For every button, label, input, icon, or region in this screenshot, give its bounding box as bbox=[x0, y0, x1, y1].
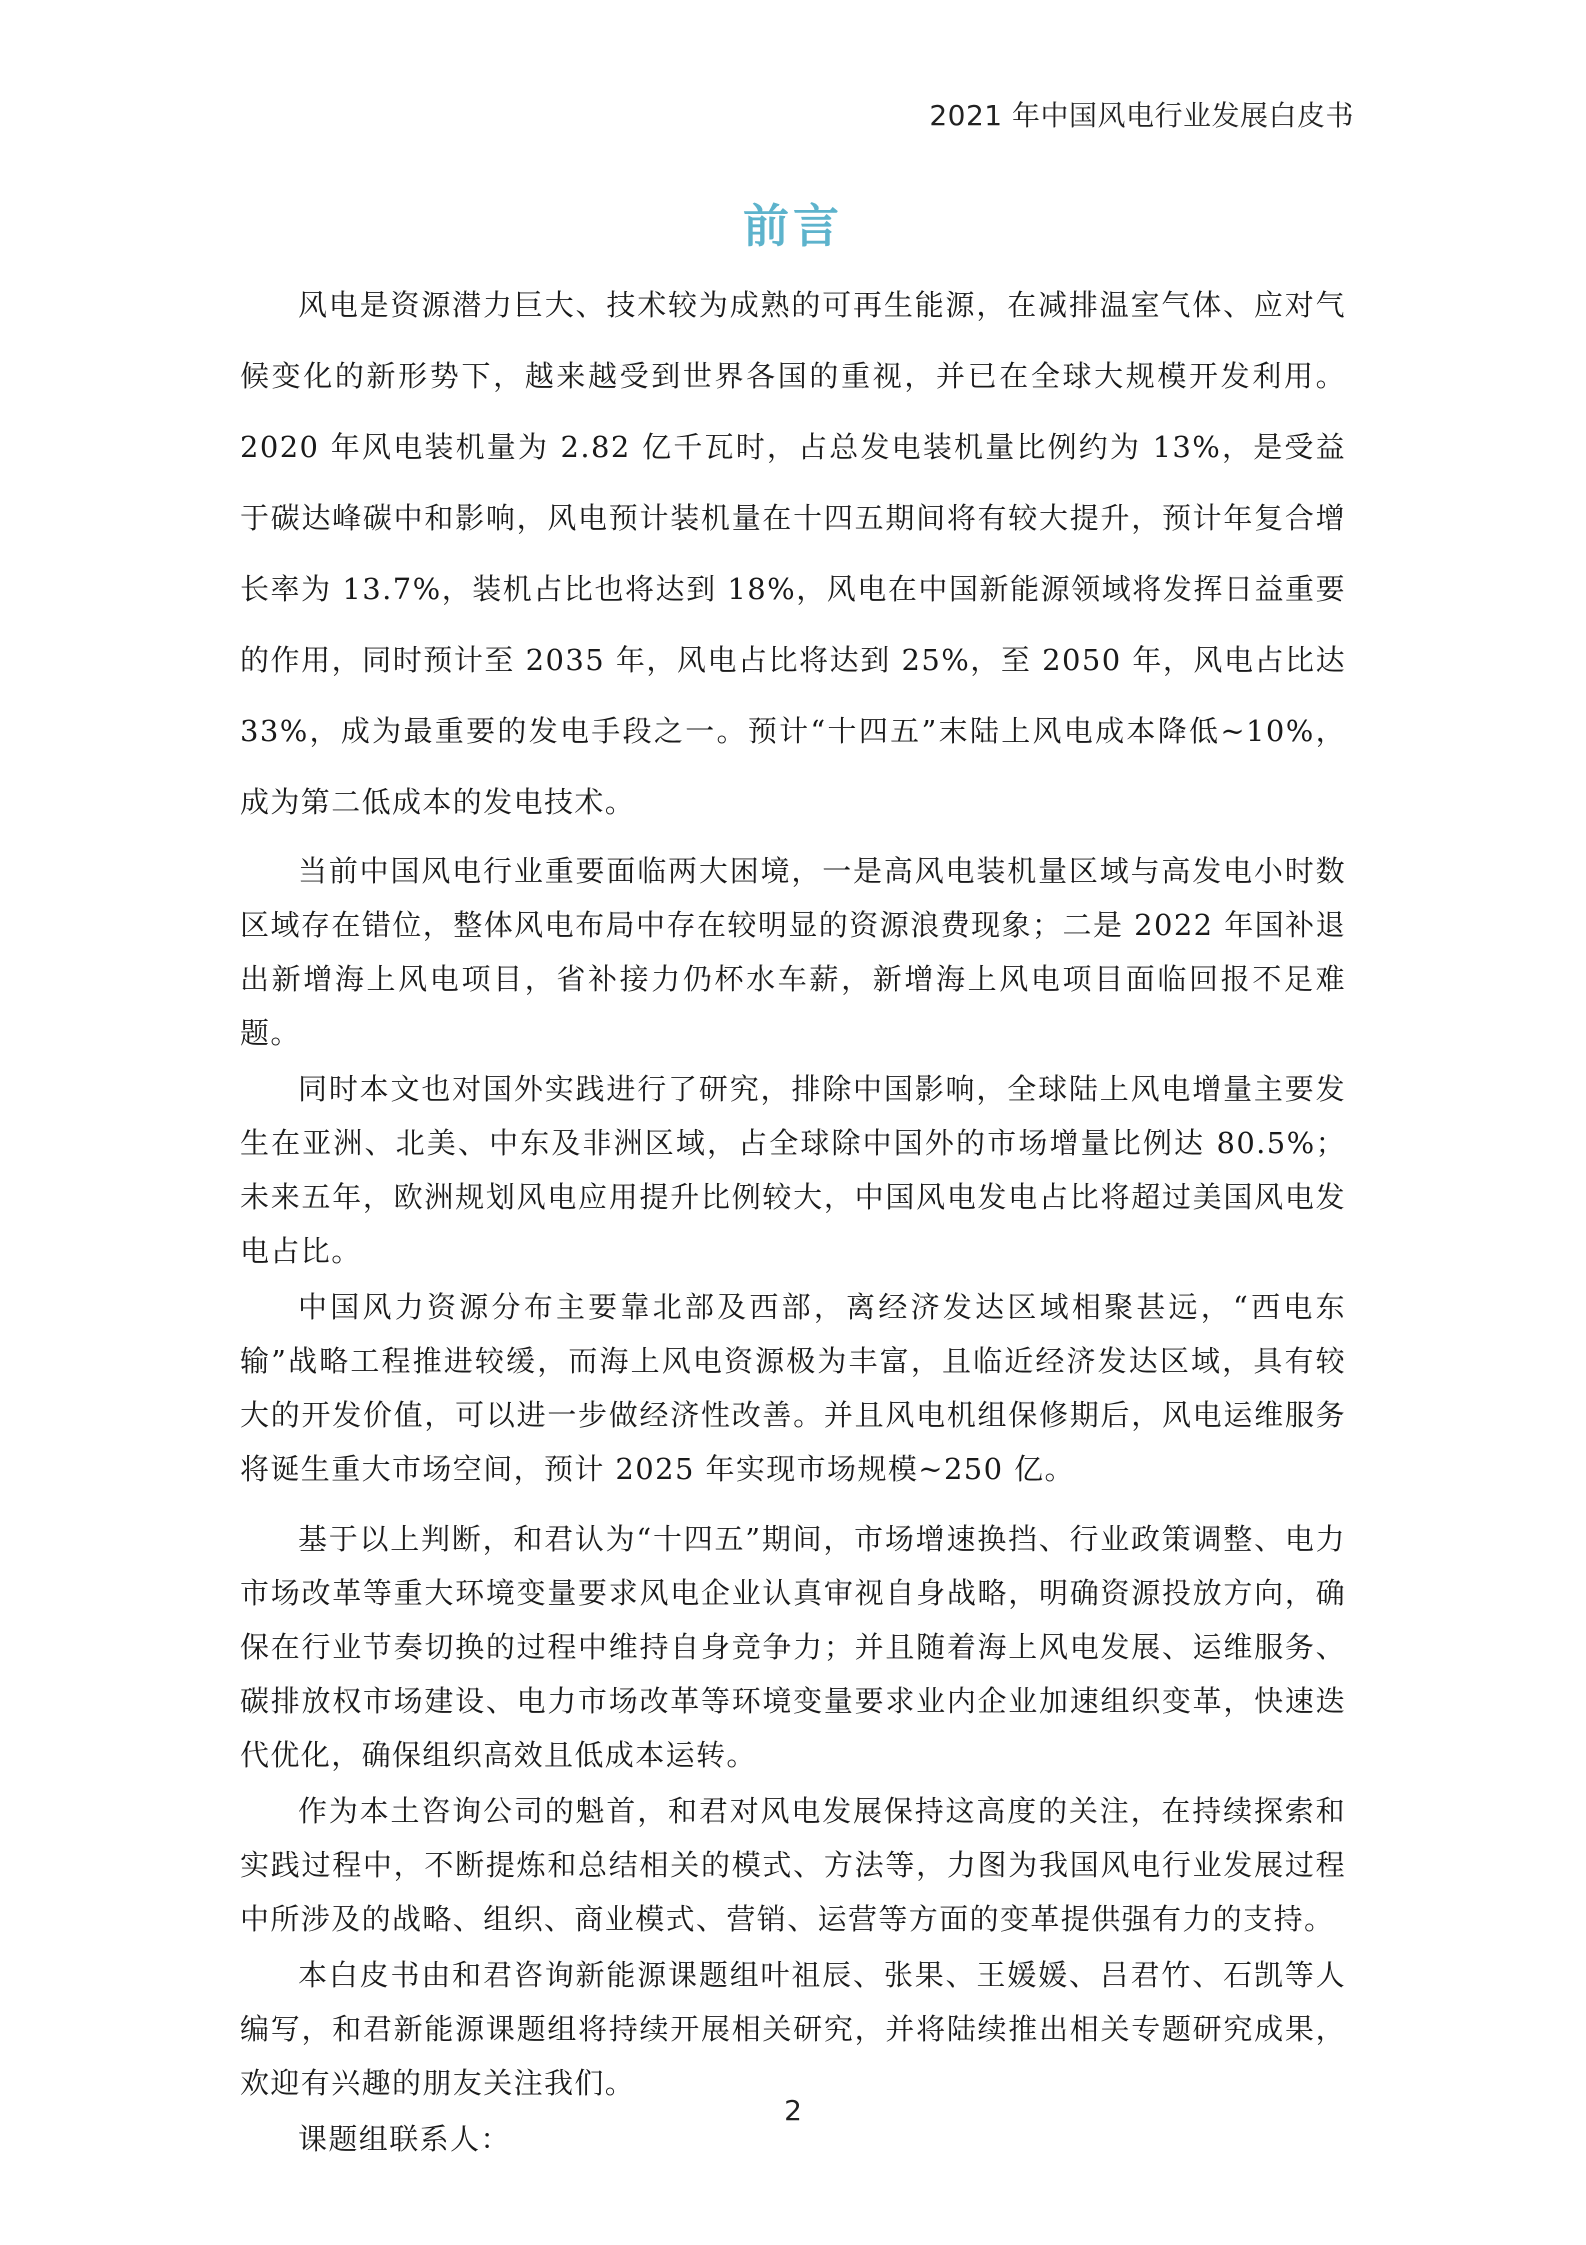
body-text bbox=[240, 270, 1346, 2166]
paragraph-resources: 中国风力资源分布主要靠北部及西部，离经济发达区域相聚甚远，“西电东输”战略工程推进较缓，而海上风电资源极为丰富，且临近经济发达区域，具有较大的开发价值，可以进一步做经济性改善。并且风电机组保修期后，风电运维服务将诞生重大市场空间，预计 2025 年实现市场规模~250 亿。 bbox=[240, 1290, 1346, 1486]
running-header: 2021 年中国风电行业发展白皮书 bbox=[929, 99, 1354, 132]
paragraph-international: 同时本文也对国外实践进行了研究，排除中国影响，全球陆上风电增量主要发生在亚洲、北美、中东及非洲区域，占全球除中国外的市场增量比例达 80.5%；未来五年，欧洲规划风电应用提升比例较大，中国风电发电占比将超过美国风电发电占比。 bbox=[240, 1072, 1346, 1268]
page-number: 2 bbox=[784, 2094, 802, 2127]
paragraph-authors: 本白皮书由和君咨询新能源课题组叶祖辰、张果、王媛媛、吕君竹、石凯等人编写，和君新能源课题组将持续开展相关研究，并将陆续推出相关专题研究成果，欢迎有兴趣的朋友关注我们。 bbox=[240, 1958, 1346, 2100]
contact-label: 课题组联系人： bbox=[298, 2122, 511, 2156]
paragraph-consulting: 作为本土咨询公司的魁首，和君对风电发展保持这高度的关注，在持续探索和实践过程中，不断提炼和总结相关的模式、方法等，力图为我国风电行业发展过程中所涉及的战略、组织、商业模式、营销、运营等方面的变革提供强有力的支持。 bbox=[240, 1794, 1346, 1936]
paragraph-overview: 风电是资源潜力巨大、技术较为成熟的可再生能源，在减排温室气体、应对气候变化的新形势下，越来越受到世界各国的重视，并已在全球大规模开发利用。2020 年风电装机量为 2.82 亿千瓦时，占总发电装机量比例约为 13%，是受益于碳达峰碳中和影响，风电预计装机量在十四五期间将有较大提升，预计年复合增长率为 13.7%，装机占比也将达到 18%，风电在中国新能源领域将发挥日益重要的作用，同时预计至 2035 年，风电占比将达到 25%，至 2050 年，风电占比达 33%，成为最重要的发电手段之一。预计“十四五”末陆上风电成本降低~10%，成为第二低成本的发电技术。 bbox=[240, 288, 1346, 819]
paragraph-challenges: 当前中国风电行业重要面临两大困境，一是高风电装机量区域与高发电小时数区域存在错位，整体风电布局中存在较明显的资源浪费现象；二是 2022 年国补退出新增海上风电项目，省补接力仍杯水车薪，新增海上风电项目面临回报不足难题。 bbox=[240, 854, 1346, 1050]
paragraph-judgement: 基于以上判断，和君认为“十四五”期间，市场增速换挡、行业政策调整、电力市场改革等重大环境变量要求风电企业认真审视自身战略，明确资源投放方向，确保在行业节奏切换的过程中维持自身竞争力；并且随着海上风电发展、运维服务、碳排放权市场建设、电力市场改革等环境变量要求业内企业加速组织变革，快速迭代优化，确保组织高效且低成本运转。 bbox=[240, 1522, 1346, 1772]
page-title: 前言 bbox=[743, 199, 843, 253]
